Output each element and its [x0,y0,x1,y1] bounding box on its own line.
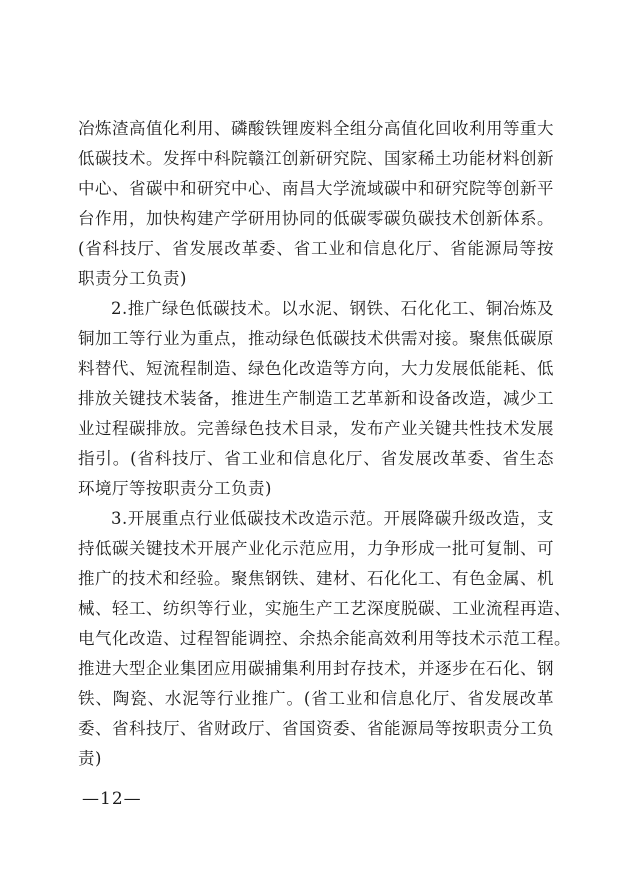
text-line: 铜加工等行业为重点，推动绿色低碳技术供需对接。聚焦低碳原 [78,329,554,348]
text-line: 料替代、短流程制造、绿色化改造等方向，大力发展低能耗、低 [78,359,554,378]
text-line: 职责分工负责) [78,269,187,288]
text-line: 推进大型企业集团应用碳捕集利用封存技术，并逐步在石化、钢 [78,659,554,678]
text-line: 推广的技术和经验。聚焦钢铁、建材、石化化工、有色金属、机 [78,569,554,588]
text-line: 环境厅等按职责分工负责) [78,479,272,498]
text-line: 低碳技术。发挥中科院赣江创新研究院、国家稀土功能材料创新 [78,149,554,168]
text-line: 业过程碳排放。完善绿色技术目录，发布产业关键共性技术发展 [78,419,554,438]
text-line: 委、省科技厅、省财政厅、省国资委、省能源局等按职责分工负 [78,719,554,738]
text-line: 中心、省碳中和研究中心、南昌大学流域碳中和研究院等创新平 [78,179,554,198]
text-line: 3.开展重点行业低碳技术改造示范。开展降碳升级改造，支 [111,509,554,528]
text-line: 2.推广绿色低碳技术。以水泥、钢铁、石化化工、铜冶炼及 [111,299,554,318]
page-number: —12— [82,789,142,809]
text-line: 排放关键技术装备，推进生产制造工艺革新和设备改造，减少工 [78,389,554,408]
text-line: 械、轻工、纺织等行业，实施生产工艺深度脱碳、工业流程再造、 [78,599,571,618]
text-line: 电气化改造、过程智能调控、余热余能高效利用等技术示范工程。 [78,629,571,648]
text-line: 铁、陶瓷、水泥等行业推广。(省工业和信息化厅、省发展改革 [78,689,554,708]
text-line: (省科技厅、省发展改革委、省工业和信息化厅、省能源局等按 [78,239,554,258]
text-line: 持低碳关键技术开展产业化示范应用，力争形成一批可复制、可 [78,539,554,558]
text-column [78,114,571,774]
text-line: 责) [78,749,102,768]
text-line: 指引。(省科技厅、省工业和信息化厅、省发展改革委、省生态 [78,449,554,468]
text-line: 冶炼渣高值化利用、磷酸铁锂废料全组分高值化回收利用等重大 [78,119,554,138]
text-line: 台作用，加快构建产学研用协同的低碳零碳负碳技术创新体系。 [78,209,554,228]
